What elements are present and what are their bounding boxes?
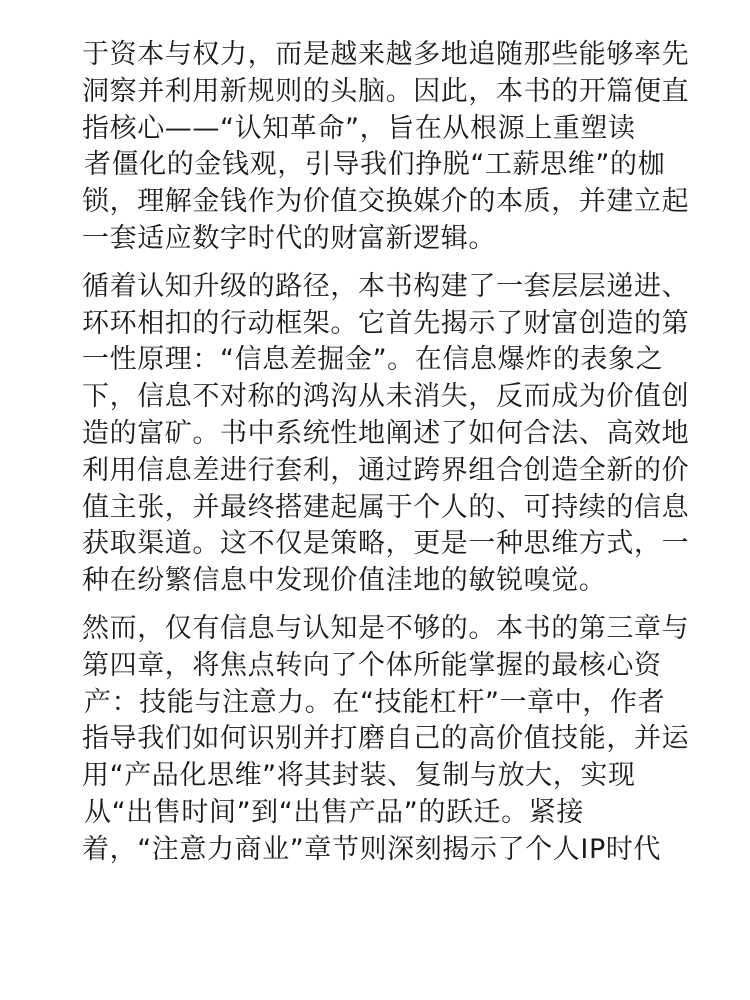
text-line: 用“产品化思维”将其封装、复制与放大，实现 — [82, 760, 636, 792]
text-line: 利用信息差进行套利，通过跨界组合创造全新的价 — [82, 454, 690, 486]
text-line: 者僵化的金钱观，引导我们挣脱“工薪思维”的枷 — [84, 149, 666, 181]
paragraph-skills-attention — [82, 611, 710, 869]
paragraph-information-gap — [82, 269, 710, 600]
text-line: 循着认知升级的路径，本书构建了一套层层递进、 — [82, 270, 690, 302]
text-line: 获取渠道。这不仅是策略，更是一种思维方式，一 — [82, 528, 690, 560]
text-line: 然而，仅有信息与认知是不够的。本书的第三章与 — [82, 612, 690, 644]
text-line: 洞察并利用新规则的头脑。因此，本书的开篇便直 — [82, 75, 690, 107]
text-line: 造的富矿。书中系统性地阐述了如何合法、高效地 — [82, 417, 690, 449]
text-line: 第四章，将焦点转向了个体所能掌握的最核心资 — [82, 649, 662, 681]
text-line: 指核心——“认知革命”，旨在从根源上重塑读 — [82, 112, 636, 144]
text-line: 一性原理：“信息差掘金”。在信息爆炸的表象之 — [82, 344, 664, 376]
text-line: 着，“注意力商业”章节则深刻揭示了个人IP时代 — [82, 833, 662, 865]
text-line: 锁，理解金钱作为价值交换媒介的本质，并建立起 — [82, 186, 690, 218]
text-line: 种在纷繁信息中发现价值洼地的敏锐嗅觉。 — [82, 565, 607, 597]
text-line: 指导我们如何识别并打磨自己的高价值技能，并运 — [82, 723, 690, 755]
paragraph-cognitive-revolution — [82, 37, 710, 258]
text-line: 从“出售时间”到“出售产品”的跃迁。紧接 — [84, 796, 584, 828]
text-line: 值主张，并最终搭建起属于个人的、可持续的信息 — [82, 491, 690, 523]
text-line: 一套适应数字时代的财富新逻辑。 — [82, 222, 496, 254]
text-line: 环环相扣的行动框架。它首先揭示了财富创造的第 — [82, 307, 690, 339]
text-line: 产：技能与注意力。在“技能杠杆”一章中，作者 — [84, 686, 666, 718]
text-line: 于资本与权力，而是越来越多地追随那些能够率先 — [82, 39, 690, 70]
text-line: 下，信息不对称的鸿沟从未消失，反而成为价值创 — [82, 381, 690, 413]
